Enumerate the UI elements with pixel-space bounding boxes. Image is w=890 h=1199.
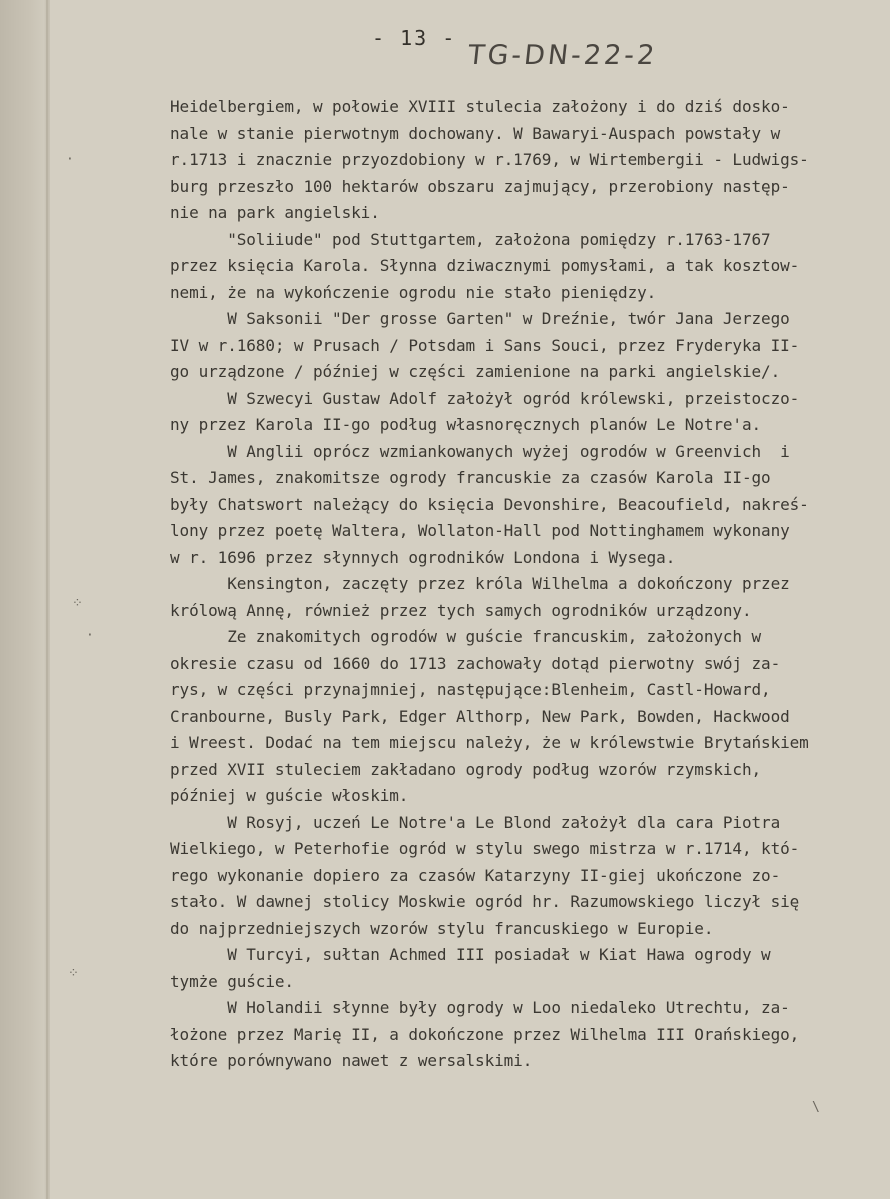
text-line: ny przez Karola II-go podług własnoręcznych planów Le Notre'a. — [170, 415, 762, 434]
text-line: nie na park angielski. — [170, 203, 380, 222]
text-line: przed XVII stuleciem zakładano ogrody podług wzorów rzymskich, — [170, 759, 762, 779]
text-line: "Soliiude" pod Stuttgartem, założona pomiędzy r.1763-1767 — [170, 229, 771, 249]
text-line: królową Annę, również przez tych samych ogrodników urządzony. — [170, 600, 752, 620]
text-line: przez księcia Karola. Słynna dziwacznymi pomysłami, a tak kosztow- — [170, 256, 800, 275]
body-text — [170, 94, 890, 1075]
text-line: W Anglii oprócz wzmiankowanych wyżej ogrodów w Greenvich i — [170, 441, 790, 461]
text-line: Heidelbergiem, w połowie XVIII stulecia założony i do dziś dosko- — [170, 97, 790, 116]
text-line: i Wreest. Dodać na tem miejscu należy, że w królewstwie Brytańskiem — [170, 733, 809, 752]
margin-speck: · — [66, 152, 74, 167]
text-line: Wielkiego, w Peterhofie ogród w stylu swego mistrza w r.1714, któ- — [170, 839, 800, 858]
text-line: które porównywano nawet z wersalskimi. — [170, 1051, 533, 1070]
margin-speck: \ — [812, 1100, 820, 1115]
text-line: W Saksonii "Der grosse Garten" w Dreźnie, twór Jana Jerzego — [170, 309, 790, 328]
text-line: tymże guście. — [170, 971, 294, 991]
text-line: W Turcyi, sułtan Achmed III posiadał w Kiat Hawa ogrody w — [170, 945, 771, 964]
text-line: rys, w części przynajmniej, następujące:Blenheim, Castl-Howard, — [170, 680, 771, 699]
text-line: rego wykonanie dopiero za czasów Katarzyny II-giej ukończone zo- — [170, 865, 781, 885]
text-line: r.1713 i znacznie przyozdobiony w r.1769, w Wirtembergii - Ludwigs- — [170, 150, 809, 169]
binding-edge — [0, 0, 50, 1199]
text-line: lony przez poetę Waltera, Wollaton-Hall pod Nottinghamem wykonany — [170, 521, 790, 540]
text-line: łożone przez Marię II, a dokończone przez Wilhelma III Orańskiego, — [170, 1024, 800, 1044]
text-line: w r. 1696 przez słynnych ogrodników Londona i Wysega. — [170, 547, 676, 567]
margin-speck: ⁘ — [68, 966, 79, 981]
margin-speck: · — [86, 628, 94, 643]
text-line: były Chatswort należący do księcia Devonshire, Beacoufield, nakreś- — [170, 494, 809, 514]
margin-speck: ⁘ — [72, 596, 83, 611]
text-line: później w guście włoskim. — [170, 786, 409, 805]
text-line: nale w stanie pierwotnym dochowany. W Bawaryi-Auspach powstały w — [170, 123, 781, 143]
text-line: W Rosyj, uczeń Le Notre'a Le Blond założył dla cara Piotra — [170, 812, 781, 832]
text-line: burg przeszło 100 hektarów obszaru zajmujący, przerobiony następ- — [170, 176, 790, 196]
text-line: Cranbourne, Busly Park, Edger Althorp, New Park, Bowden, Hackwood — [170, 706, 790, 726]
text-line: stało. W dawnej stolicy Moskwie ogród hr. Razumowskiego liczył się — [170, 892, 800, 911]
text-line: W Holandii słynne były ogrody w Loo niedaleko Utrechtu, za- — [170, 998, 790, 1017]
text-line: IV w r.1680; w Prusach / Potsdam i Sans Souci, przez Fryderyka II- — [170, 335, 800, 355]
document-id-handwritten: TG-DN-22-2 — [466, 40, 659, 71]
text-line: St. James, znakomitsze ogrody francuskie za czasów Karola II-go — [170, 468, 771, 487]
text-line: W Szwecyi Gustaw Adolf założył ogród królewski, przeistoczo- — [170, 388, 800, 408]
text-line: go urządzone / później w części zamienione na parki angielskie/. — [170, 362, 781, 381]
text-line: Ze znakomitych ogrodów w guście francuskim, założonych w — [170, 627, 762, 646]
fold-line — [46, 0, 48, 1199]
text-line: do najprzedniejszych wzorów stylu francuskiego w Europie. — [170, 918, 714, 938]
page-number: - 13 - — [372, 26, 457, 50]
text-line: okresie czasu od 1660 do 1713 zachowały dotąd pierwotny swój za- — [170, 653, 781, 673]
text-line: Kensington, zaczęty przez króla Wilhelma a dokończony przez — [170, 574, 790, 593]
text-line: nemi, że na wykończenie ogrodu nie stało pieniędzy. — [170, 282, 657, 302]
